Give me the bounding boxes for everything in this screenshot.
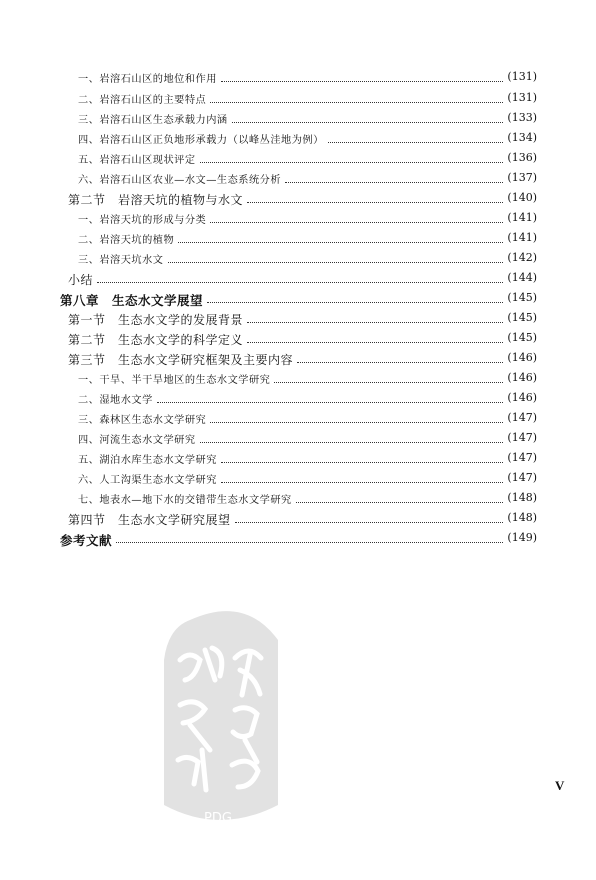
toc-entry-page: (146)	[507, 351, 537, 364]
toc-dot-leader	[274, 382, 503, 383]
toc-dot-leader	[235, 522, 503, 523]
toc-dot-leader	[210, 222, 503, 223]
toc-entry-page: (134)	[507, 131, 537, 144]
toc-entry-title: 第四节 生态水文学研究展望	[68, 513, 231, 527]
toc-entry-page: (147)	[507, 471, 537, 484]
toc-dot-leader	[210, 422, 503, 423]
toc-entry-title: 五、岩溶石山区现状评定	[78, 155, 196, 166]
page-number: V	[555, 778, 565, 793]
toc-entry-page: (148)	[507, 511, 537, 524]
toc-entry-title: 五、湖泊水库生态水文学研究	[78, 455, 217, 466]
toc-entry-page: (147)	[507, 411, 537, 424]
toc-entry-title: 第一节 生态水文学的发展背景	[68, 313, 244, 327]
toc-entry-title: 参考文献	[60, 533, 113, 548]
toc-entry-page: (141)	[507, 231, 537, 244]
toc-entry-page: (148)	[507, 491, 537, 504]
toc-entry	[0, 331, 596, 351]
toc-entry-page: (137)	[507, 171, 537, 184]
toc-entry	[0, 131, 596, 151]
toc-entry-title: 六、人工沟渠生态水文学研究	[78, 475, 217, 486]
toc-entry-title: 四、岩溶石山区正负地形承载力（以峰丛洼地为例）	[78, 135, 324, 146]
toc-entry-title: 二、岩溶天坑的植物	[78, 235, 175, 246]
toc-entry-page: (142)	[507, 251, 537, 264]
toc-entry-page: (133)	[507, 111, 537, 124]
toc-dot-leader	[247, 202, 503, 203]
toc-entry-title: 第二节 生态水文学的科学定义	[68, 333, 244, 347]
toc-dot-leader	[178, 242, 503, 243]
toc-entry-page: (147)	[507, 431, 537, 444]
toc-entry	[0, 231, 596, 251]
toc-entry-page: (141)	[507, 211, 537, 224]
toc-entry-title: 第八章 生态水文学展望	[60, 293, 204, 308]
toc-entry	[0, 311, 596, 331]
toc-entry-title: 第三节 生态水文学研究框架及主要内容	[68, 353, 294, 367]
toc-entry-title: 小结	[68, 273, 94, 287]
toc-entry-title: 一、岩溶石山区的地位和作用	[78, 74, 217, 85]
watermark-caption: PDG	[204, 811, 232, 826]
toc-dot-leader	[221, 462, 503, 463]
toc-entry	[0, 91, 596, 111]
toc-entry	[0, 191, 596, 211]
toc-entry	[0, 491, 596, 511]
toc-entry	[0, 531, 596, 551]
toc-dot-leader	[297, 362, 503, 363]
toc-entry	[0, 471, 596, 491]
toc-entry-title: 一、岩溶天坑的形成与分类	[78, 215, 207, 226]
toc-entry	[0, 211, 596, 231]
toc-entry	[0, 70, 596, 90]
toc-entry-page: (146)	[507, 391, 537, 404]
toc-entry-title: 六、岩溶石山区农业—水文—生态系统分析	[78, 175, 282, 186]
toc-entry-title: 四、河流生态水文学研究	[78, 435, 196, 446]
toc-entry-page: (131)	[507, 91, 537, 104]
toc-entry	[0, 451, 596, 471]
toc-entry-page: (140)	[507, 191, 537, 204]
toc-entry	[0, 431, 596, 451]
toc-dot-leader	[97, 282, 503, 283]
toc-dot-leader	[207, 302, 503, 303]
toc-entry-title: 第二节 岩溶天坑的植物与水文	[68, 193, 244, 207]
toc-entry-title: 三、森林区生态水文学研究	[78, 415, 207, 426]
toc-entry-page: (131)	[507, 70, 537, 83]
toc-entry-page: (147)	[507, 451, 537, 464]
toc-entry	[0, 411, 596, 431]
toc-dot-leader	[116, 542, 503, 543]
watermark-seal	[150, 600, 285, 830]
toc-entry	[0, 511, 596, 531]
toc-dot-leader	[200, 442, 503, 443]
toc-dot-leader	[232, 122, 503, 123]
toc-entry	[0, 271, 596, 291]
toc-entry	[0, 171, 596, 191]
toc-entry-page: (145)	[507, 291, 537, 304]
toc-entry-page: (149)	[507, 531, 537, 544]
toc-dot-leader	[285, 182, 503, 183]
toc-entry	[0, 151, 596, 171]
toc-entry-title: 三、岩溶石山区生态承载力内涵	[78, 115, 228, 126]
toc-entry-page: (144)	[507, 271, 537, 284]
toc-dot-leader	[328, 142, 503, 143]
toc-dot-leader	[200, 162, 503, 163]
toc-entry-title: 三、岩溶天坑水文	[78, 255, 164, 266]
toc-entry-title: 二、湿地水文学	[78, 395, 153, 406]
toc-dot-leader	[221, 81, 503, 82]
toc-entry-title: 一、干旱、半干旱地区的生态水文学研究	[78, 375, 271, 386]
toc-entry-page: (146)	[507, 371, 537, 384]
toc-entry	[0, 291, 596, 311]
toc-entry	[0, 251, 596, 271]
toc-entry-title: 七、地表水—地下水的交错带生态水文学研究	[78, 495, 292, 506]
toc-entry	[0, 351, 596, 371]
toc-entry	[0, 111, 596, 131]
toc-entry-page: (145)	[507, 331, 537, 344]
toc-dot-leader	[157, 402, 503, 403]
toc-entry-page: (136)	[507, 151, 537, 164]
toc-dot-leader	[247, 322, 503, 323]
toc-entry	[0, 391, 596, 411]
toc-entry	[0, 371, 596, 391]
toc-dot-leader	[296, 502, 503, 503]
toc-entry-title: 二、岩溶石山区的主要特点	[78, 95, 207, 106]
toc-dot-leader	[168, 262, 503, 263]
toc-dot-leader	[221, 482, 503, 483]
toc-dot-leader	[210, 102, 503, 103]
toc-dot-leader	[247, 342, 503, 343]
toc-entry-page: (145)	[507, 311, 537, 324]
